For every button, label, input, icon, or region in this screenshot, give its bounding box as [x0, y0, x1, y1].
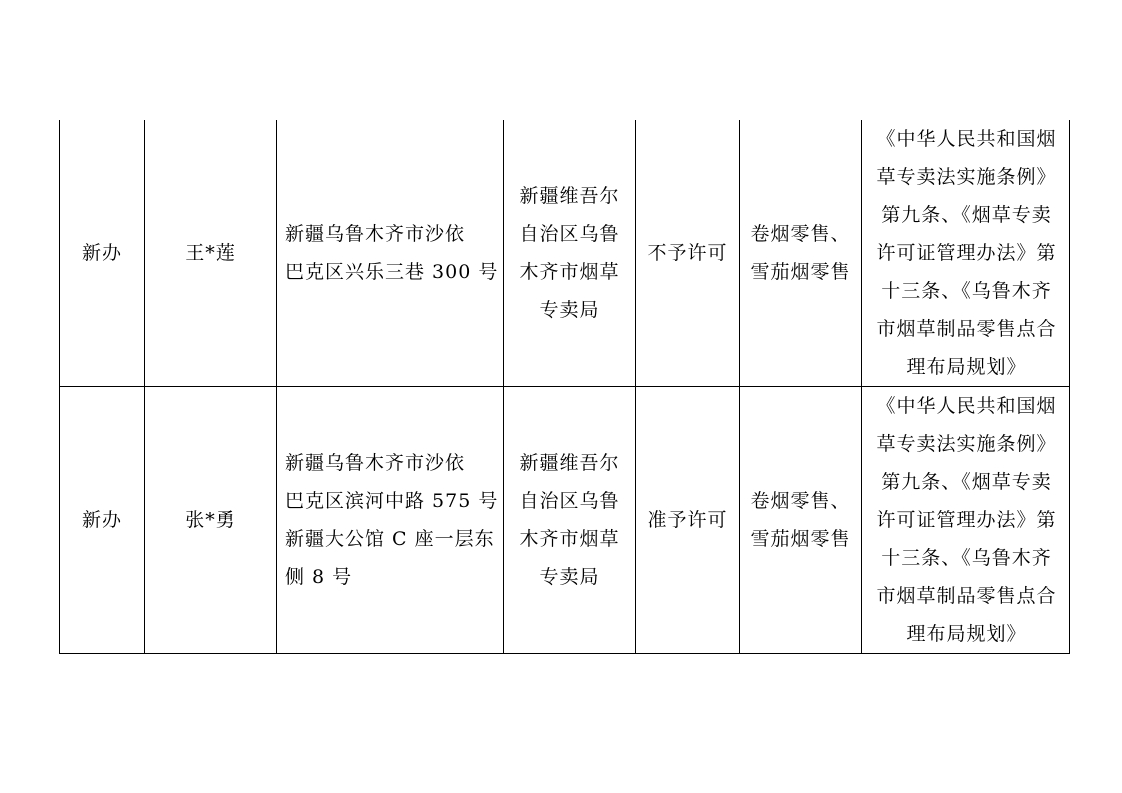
basis-line: 市烟草制品零售点合 — [876, 585, 1057, 607]
address-line: 巴克区兴乐三巷 300 号 — [285, 261, 499, 283]
issuing-authority — [504, 120, 636, 387]
basis-line: 草专卖法实施条例》 — [876, 166, 1057, 188]
scope-line: 卷烟零售、 — [750, 223, 851, 245]
application-type: 新办 — [60, 387, 145, 654]
authority-line: 专卖局 — [539, 566, 600, 588]
license-decision: 准予许可 — [636, 387, 740, 654]
basis-line: 许可证管理办法》第 — [876, 242, 1057, 264]
basis-line: 十三条、《乌鲁木齐 — [881, 547, 1052, 569]
table-row — [60, 120, 1070, 387]
address-line: 新疆乌鲁木齐市沙依 — [285, 452, 466, 474]
basis-line: 《中华人民共和国烟 — [876, 128, 1057, 150]
business-address — [277, 387, 504, 654]
basis-line: 十三条、《乌鲁木齐 — [881, 280, 1052, 302]
legal-basis — [862, 120, 1070, 387]
applicant-name: 王*莲 — [145, 120, 277, 387]
address-line: 巴克区滨河中路 575 号 — [285, 490, 499, 512]
basis-line: 理布局规划》 — [906, 623, 1027, 645]
authority-line: 木齐市烟草 — [519, 261, 620, 283]
authority-line: 自治区乌鲁 — [519, 490, 620, 512]
basis-line: 草专卖法实施条例》 — [876, 433, 1057, 455]
basis-line: 《中华人民共和国烟 — [876, 395, 1057, 417]
address-line: 新疆乌鲁木齐市沙依 — [285, 223, 466, 245]
basis-line: 许可证管理办法》第 — [876, 509, 1057, 531]
business-address — [277, 120, 504, 387]
license-decision: 不予许可 — [636, 120, 740, 387]
business-scope — [740, 120, 862, 387]
basis-line: 第九条、《烟草专卖 — [881, 471, 1052, 493]
table-row — [60, 387, 1070, 654]
authority-line: 新疆维吾尔 — [519, 452, 620, 474]
business-scope — [740, 387, 862, 654]
legal-basis — [862, 387, 1070, 654]
license-table — [59, 120, 1070, 654]
address-line: 新疆大公馆 C 座一层东 — [285, 528, 495, 550]
scope-line: 雪茄烟零售 — [750, 528, 851, 550]
basis-line: 理布局规划》 — [906, 356, 1027, 378]
authority-line: 木齐市烟草 — [519, 528, 620, 550]
authority-line: 自治区乌鲁 — [519, 223, 620, 245]
scope-line: 雪茄烟零售 — [750, 261, 851, 283]
authority-line: 新疆维吾尔 — [519, 185, 620, 207]
basis-line: 市烟草制品零售点合 — [876, 318, 1057, 340]
issuing-authority — [504, 387, 636, 654]
authority-line: 专卖局 — [539, 299, 600, 321]
basis-line: 第九条、《烟草专卖 — [881, 204, 1052, 226]
address-line: 侧 8 号 — [285, 566, 353, 588]
application-type: 新办 — [60, 120, 145, 387]
scope-line: 卷烟零售、 — [750, 490, 851, 512]
applicant-name: 张*勇 — [145, 387, 277, 654]
